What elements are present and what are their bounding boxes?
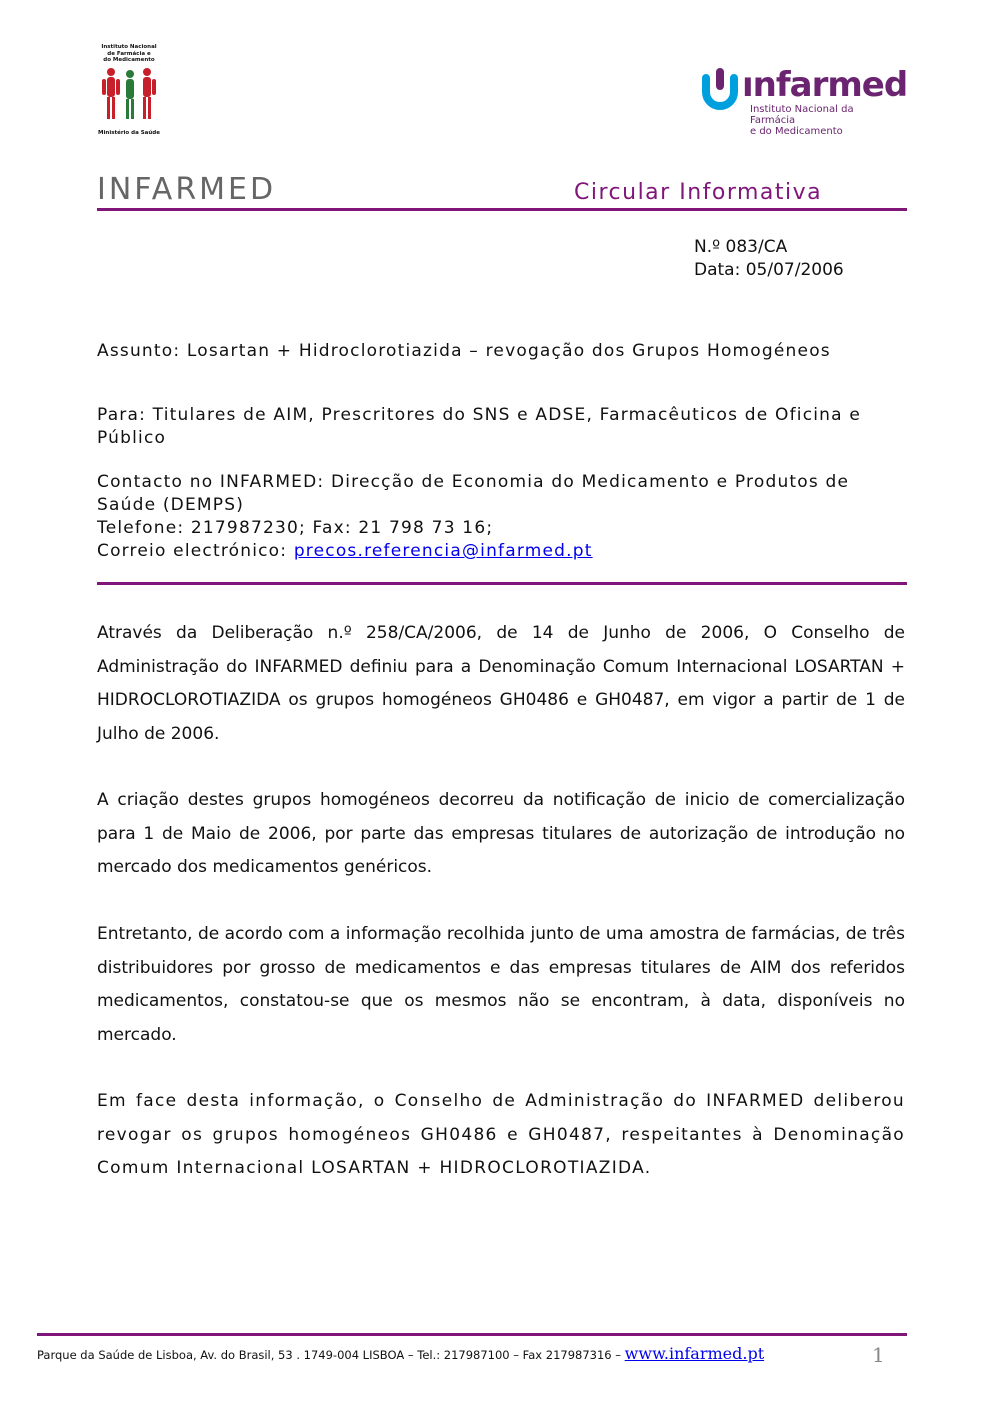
document-meta bbox=[694, 236, 844, 282]
header-doc-type: Circular Informativa bbox=[574, 180, 823, 205]
ministry-logo-caption-top bbox=[97, 44, 161, 64]
infarmed-logo-wordmark: ınfarmed bbox=[742, 65, 908, 105]
contact-block bbox=[97, 471, 907, 563]
infarmed-logo bbox=[700, 64, 908, 137]
contact-email-row bbox=[97, 540, 907, 563]
subject-line: Assunto: Losartan + Hidroclorotiazida – revogação dos Grupos Homogéneos bbox=[97, 341, 831, 361]
circular-date: Data: 05/07/2006 bbox=[694, 260, 844, 280]
infarmed-logo-icon bbox=[700, 66, 740, 110]
ministry-logo-caption-bottom: Ministério da Saúde bbox=[98, 129, 160, 136]
logo-caption-line: de Farmácia e bbox=[107, 50, 151, 57]
contact-department: Contacto no INFARMED: Direcção de Economia do Medicamento e Produtos de Saúde (DEMPS) bbox=[97, 472, 850, 515]
recipients-line: Para: Titulares de AIM, Prescritores do SNS e ADSE, Farmacêuticos de Oficina e Público bbox=[97, 405, 862, 448]
figures-emblem-icon bbox=[97, 64, 161, 126]
contact-email-label: Correio electrónico: bbox=[97, 541, 294, 561]
contact-divider bbox=[97, 582, 907, 585]
body-paragraph: Através da Deliberação n.º 258/CA/2006, de 14 de Junho de 2006, O Conselho de Administração do INFARMED definiu para a Denominação Comum Internacional LOSARTAN + HIDROCLOROTIAZIDA os grupos homogéneos GH0486 e GH0487, em vigor a partir de 1 de Julho de 2006. bbox=[97, 623, 905, 744]
circular-number: N.º 083/CA bbox=[694, 237, 788, 257]
footer-address bbox=[37, 1344, 907, 1365]
contact-phone: Telefone: 217987230; Fax: 21 798 73 16; bbox=[97, 518, 494, 538]
infarmed-logo-subtitle bbox=[750, 104, 885, 137]
body-paragraph: A criação destes grupos homogéneos decorreu da notificação de inicio de comercialização para 1 de Maio de 2006, por parte das empresas titulares de autorização de introdução no mercado dos medicamentos genéricos. bbox=[97, 790, 905, 877]
footer-divider bbox=[37, 1333, 907, 1336]
page-number: 1 bbox=[872, 1343, 885, 1367]
header-divider bbox=[97, 208, 907, 211]
logo-caption-line: do Medicamento bbox=[103, 57, 155, 63]
header-title: INFARMED bbox=[97, 172, 277, 207]
infarmed-logo-subtitle-line: Instituto Nacional da Farmácia bbox=[750, 104, 854, 126]
contact-email-link[interactable]: precos.referencia@infarmed.pt bbox=[293, 541, 593, 561]
infarmed-logo-subtitle-line: e do Medicamento bbox=[750, 126, 843, 137]
footer-website-link[interactable]: www.infarmed.pt bbox=[624, 1344, 765, 1363]
ministry-logo bbox=[97, 44, 161, 136]
body-paragraph: Em face desta informação, o Conselho de Administração do INFARMED deliberou revogar os grupos homogéneos GH0486 e GH0487, respeitantes à Denominação Comum Internacional LOSARTAN + HIDROCLOROTIAZIDA. bbox=[97, 1091, 905, 1178]
footer-address-text: Parque da Saúde de Lisboa, Av. do Brasil, 53 . 1749-004 LISBOA – Tel.: 217987100 – Fax 217987316 – bbox=[37, 1348, 625, 1362]
body-paragraph: Entretanto, de acordo com a informação recolhida junto de uma amostra de farmácias, de três distribuidores por grosso de medicamentos e das empresas titulares de AIM dos referidos medicamentos, constatou-se que os mesmos não se encontram, à data, disponíveis no mercado. bbox=[97, 924, 905, 1045]
logo-caption-line: Instituto Nacional bbox=[101, 44, 157, 50]
